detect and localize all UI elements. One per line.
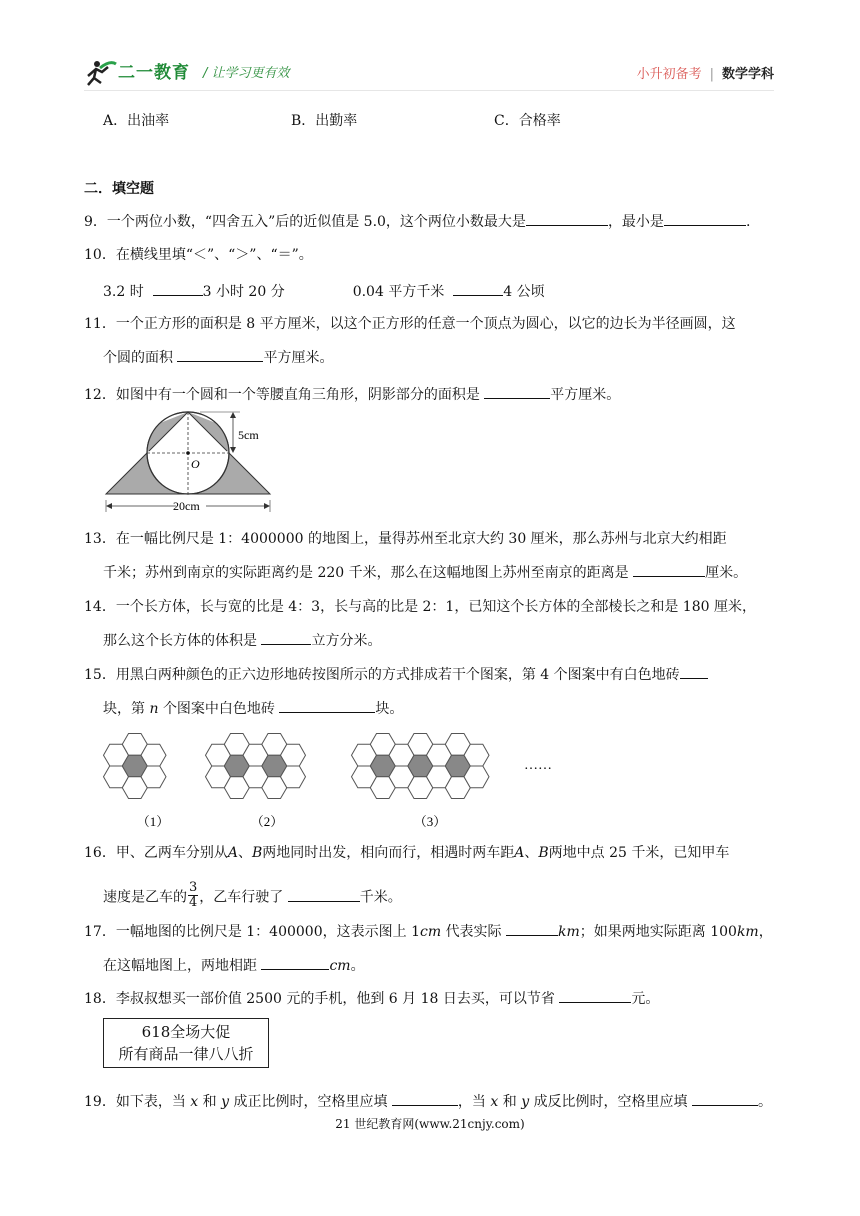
header-category: 小升初备考 xyxy=(636,67,702,82)
q10-item-3: 0.04 平方千米 xyxy=(352,284,445,300)
q13-text-b1: 千米；苏州到南京的实际距离约是 220 千米，那么在这幅地图上苏州至南京的距离是 xyxy=(103,565,629,581)
q17-blank-1 xyxy=(506,921,558,936)
option-b: B．出勤率 xyxy=(291,113,358,129)
question-14-cont xyxy=(103,630,381,651)
q15-text-b3: 个图案中白色地砖 xyxy=(162,701,275,717)
q10-blank-2 xyxy=(453,281,503,296)
q16-var-b2: B xyxy=(538,845,549,861)
question-18 xyxy=(84,988,659,1009)
q18-blank xyxy=(559,988,631,1003)
q19-text-1: 19．如下表，当 xyxy=(84,1094,186,1110)
q17-text-b3: 。 xyxy=(350,958,365,974)
q11-text-b1: 个圆的面积 xyxy=(103,350,173,366)
label-5cm: 5cm xyxy=(238,428,259,442)
promo-line-1: 618全场大促 xyxy=(141,1023,231,1041)
q15-text-a: 15．用黑白两种颜色的正六边形地砖按图所示的方式排成若干个图案，第 4 个图案中有白色地砖 xyxy=(84,667,680,683)
question-17 xyxy=(84,921,773,942)
q16-text-5: 两地中点 25 千米，已知甲车 xyxy=(548,845,730,861)
q19-blank-2 xyxy=(692,1091,758,1106)
q17-text-1: 17．一幅地图的比例尺是 1：400000，这表示图上 1 xyxy=(84,924,420,940)
q13-blank xyxy=(633,562,705,577)
q14-blank xyxy=(261,630,311,645)
q12-text-b: 平方厘米。 xyxy=(550,387,621,403)
q15-blank-4th xyxy=(680,664,708,679)
q16-denominator: 4 xyxy=(189,895,198,910)
q17-text-b1: 在这幅地图上，两地相距 xyxy=(103,958,257,974)
q15-text-b1: 块，第 xyxy=(103,701,145,717)
question-16 xyxy=(84,843,729,863)
pattern-label-2: （2） xyxy=(250,814,284,829)
q17-text-3: ；如果两地实际距离 100 xyxy=(579,924,737,940)
q15-blank-nth xyxy=(279,698,375,713)
option-c: C．合格率 xyxy=(494,113,561,129)
promo-line-2: 所有商品一律八八折 xyxy=(118,1045,254,1063)
pattern-label-3: （3） xyxy=(413,814,447,829)
question-10-items xyxy=(103,281,545,302)
header-right xyxy=(637,63,774,82)
q17-text-2: 代表实际 xyxy=(445,924,502,940)
q16-text-b1: 速度是乙车的 xyxy=(103,889,187,906)
q9-text-b: ，最小是 xyxy=(607,214,664,230)
q17-unit-km2: km xyxy=(736,924,759,940)
q16-var-b: B xyxy=(251,845,263,861)
q12-text-a: 12．如图中有一个圆和一个等腰直角三角形，阴影部分的面积是 xyxy=(84,387,480,403)
q17-text-4: ， xyxy=(758,924,773,940)
question-15 xyxy=(84,664,708,685)
q15-var-n: n xyxy=(149,701,159,717)
question-13: 13．在一幅比例尺是 1：4000000 的地图上，量得苏州至北京大约 30 厘米，那么苏州与北京大约相距 xyxy=(84,531,727,547)
q16-text-4: 、 xyxy=(524,845,539,861)
label-center-o: O xyxy=(191,457,200,471)
label-20cm: 20cm xyxy=(173,499,200,513)
question-9 xyxy=(84,211,750,232)
q17-unit-cm: cm xyxy=(419,924,442,940)
q14-text-b1: 那么这个长方体的体积是 xyxy=(103,633,257,649)
q19-text-4: ，当 xyxy=(457,1094,486,1110)
question-19 xyxy=(84,1091,772,1112)
q16-blank xyxy=(288,887,360,902)
q19-text-2: 和 xyxy=(202,1094,217,1110)
page-header xyxy=(0,0,860,92)
question-14: 14．一个长方体，长与宽的比是 4：3，长与高的比是 2：1，已知这个长方体的全部棱长之和是 180 厘米， xyxy=(84,599,756,615)
q16-text-b3: 千米。 xyxy=(359,889,402,906)
hexagon-tiles-figure xyxy=(100,726,570,832)
q11-blank xyxy=(177,347,263,362)
slogan: / 让学习更有效 xyxy=(203,66,290,81)
q17-unit-km: km xyxy=(558,924,580,940)
q10-blank-1 xyxy=(153,281,203,296)
promo-box xyxy=(103,1018,269,1068)
q19-text-6: 成反比例时，空格里应填 xyxy=(533,1094,688,1110)
q19-text-7: 。 xyxy=(758,1094,773,1110)
q19-var-x: x xyxy=(190,1094,199,1110)
q10-item-4: 4 公顷 xyxy=(503,284,545,300)
header-subject: 数学学科 xyxy=(721,67,774,82)
page-footer: 21 世纪教育网(www.21cnjy.com) xyxy=(335,1117,525,1131)
header-separator: | xyxy=(709,67,714,82)
question-11-cont xyxy=(103,347,333,368)
question-10: 10．在横线里填“＜”、“＞”、“＝”。 xyxy=(84,247,313,263)
q9-text-c: . xyxy=(745,214,751,230)
q13-text-b2: 厘米。 xyxy=(705,565,748,581)
q19-var-x2: x xyxy=(490,1094,499,1110)
circle-triangle-figure xyxy=(100,408,280,518)
q16-text-1: 16．甲、乙两车分别从 xyxy=(84,845,228,861)
question-16-cont xyxy=(103,880,402,912)
q11-text-b2: 平方厘米。 xyxy=(263,350,334,366)
q10-item-1: 3.2 时 xyxy=(103,284,144,300)
q9-blank-min xyxy=(664,211,746,226)
q9-text-a: 9．一个两位小数，“四舍五入”后的近似值是 5.0，这个两位小数最大是 xyxy=(84,214,526,230)
q16-fraction xyxy=(188,881,198,910)
pattern-ellipsis: …… xyxy=(524,758,552,773)
option-a: A．出油率 xyxy=(103,113,170,129)
q12-blank xyxy=(484,384,550,399)
pattern-label-1: （1） xyxy=(136,814,170,829)
q17-unit-cm2: cm xyxy=(329,958,351,974)
section-title: 二．填空题 xyxy=(84,181,154,197)
q19-text-3: 成正比例时，空格里应填 xyxy=(233,1094,388,1110)
question-13-cont xyxy=(103,562,747,583)
q19-var-y: y xyxy=(221,1094,230,1110)
q19-var-y2: y xyxy=(521,1094,530,1110)
q16-text-2: 、 xyxy=(237,845,252,861)
q16-text-3: 两地同时出发，相向而行，相遇时两车距 xyxy=(262,845,515,861)
question-17-cont xyxy=(103,955,365,976)
q14-text-b2: 立方分米。 xyxy=(311,633,382,649)
q16-text-b2: ，乙车行驶了 xyxy=(199,889,284,906)
q19-text-5: 和 xyxy=(502,1094,517,1110)
q18-text-b: 元。 xyxy=(631,991,660,1007)
q10-item-2: 3 小时 20 分 xyxy=(202,284,285,300)
q16-numerator: 3 xyxy=(189,880,198,895)
q17-blank-2 xyxy=(261,955,329,970)
q16-var-a2: A xyxy=(514,845,525,861)
question-12 xyxy=(84,384,620,405)
q15-text-b4: 块。 xyxy=(375,701,404,717)
question-11: 11．一个正方形的面积是 8 平方厘米，以这个正方形的任意一个顶点为圆心，以它的边长为半径画圆，这 xyxy=(84,316,736,332)
header-divider xyxy=(84,90,774,91)
q9-blank-max xyxy=(526,211,608,226)
q18-text-a: 18．李叔叔想买一部价值 2500 元的手机，他到 6 月 18 日去买，可以节省 xyxy=(84,991,555,1007)
q16-var-a: A xyxy=(227,845,238,861)
question-15-cont xyxy=(103,698,403,719)
q19-blank-1 xyxy=(392,1091,458,1106)
logo-text: 二一教育 xyxy=(118,63,190,83)
